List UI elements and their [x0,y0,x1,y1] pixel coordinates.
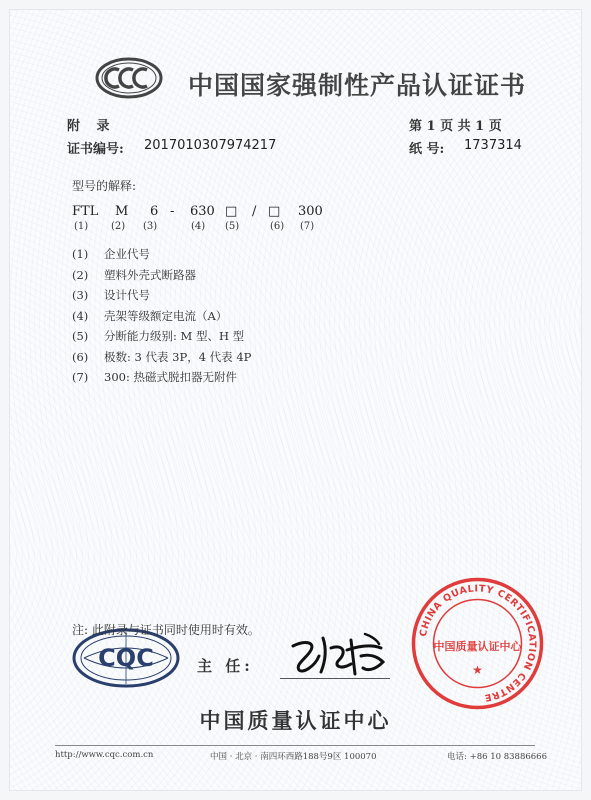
appendix-label: 附 录 [67,119,116,134]
footer-website[interactable]: http://www.cqc.com.cn [55,750,154,760]
svg-text:CQC: CQC [98,644,154,672]
seal-ring-text: CHINA QUALITY CERTIFICATION CENTRE [417,583,538,704]
code-index: (2) [111,221,126,232]
code-part: 630 [190,204,215,219]
code-index: (3) [143,221,158,232]
legend-item: (3) 设计代号 [72,288,150,302]
code-part: / [252,204,257,219]
issuing-body-name: 中国质量认证中心 [199,709,392,733]
director-label: 主 任: [197,657,254,675]
model-index-row [10,221,581,235]
cert-no-label: 证书编号: [67,142,124,157]
cert-no: 2017010307974217 [144,138,277,153]
page-info: 第 1 页 共 1 页 [409,119,502,134]
footer-divider [55,745,535,746]
code-part: - [170,204,175,219]
legend-item: (7) 300: 热磁式脱扣器无附件 [72,370,237,384]
official-seal-icon [410,576,545,711]
footer-phone: 电话: +86 10 83886666 [447,752,547,762]
legend-item: (4) 壳架等级额定电流（A） [72,308,228,323]
code-part: FTL [72,204,99,219]
ccc-logo-icon [95,57,163,99]
model-heading: 型号的解释: [72,179,137,193]
certificate-appendix-page [10,10,581,790]
certificate-title: 中国国家强制性产品认证证书 [188,71,527,100]
code-index: (7) [300,221,315,232]
code-part: M [115,204,129,219]
seal-inner-text: 中国质量认证中心 [433,640,522,653]
paper-no: 1737314 [464,138,522,153]
legend-item: (6) 极数: 3 代表 3P，4 代表 4P [72,349,252,364]
model-legend [72,246,251,390]
paper-no-label: 纸 号: [409,142,445,157]
code-index: (4) [191,221,206,232]
model-code-row [10,204,581,222]
validity-note: 注: 此附录与证书同时使用时有效。 [72,623,260,637]
code-index: (1) [74,221,89,232]
legend-item: (1) 企业代号 [72,247,150,261]
signature-image [285,626,395,678]
legend-item: (2) 塑料外壳式断路器 [72,267,196,282]
code-part: □ [225,204,238,219]
footer-address: 中国 · 北京 · 南四环西路188号9区 100070 [210,752,377,762]
code-index: (5) [225,221,240,232]
legend-item: (5) 分断能力级别: M 型、H 型 [72,329,245,343]
signature-line [280,678,390,679]
code-part: □ [268,204,281,219]
code-part: 6 [150,204,159,219]
seal-star-icon: ★ [472,663,483,677]
code-part: 300 [298,204,323,219]
code-index: (6) [270,221,285,232]
